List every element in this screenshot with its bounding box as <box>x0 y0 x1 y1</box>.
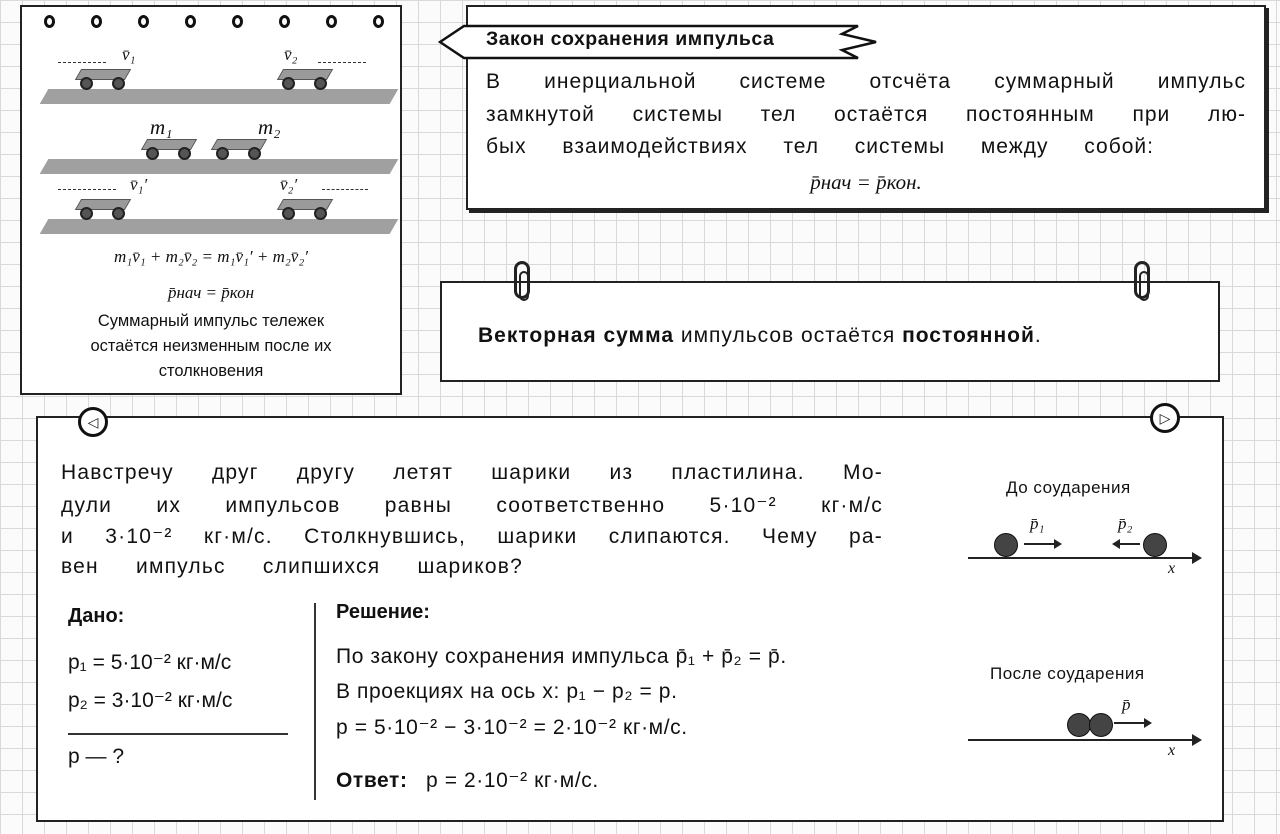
answer-value: p = 2·10⁻² кг·м/с. <box>425 769 599 792</box>
cart-1 <box>70 69 134 93</box>
ring-icon <box>185 15 196 28</box>
cart-1 <box>70 199 134 223</box>
caption-line: Суммарный импульс тележек <box>97 312 325 330</box>
answer-label: Ответ: <box>336 769 408 792</box>
v1-prime-label: v̄₁′ <box>130 175 148 194</box>
note-bold-2: постоянной <box>902 324 1035 347</box>
ball-1 <box>994 533 1018 557</box>
wheel-icon <box>112 77 125 90</box>
unknown-line: p — ? <box>68 745 125 768</box>
cart-2 <box>272 69 336 93</box>
m1-label: m₁ <box>150 115 173 139</box>
given-title: Дано: <box>68 605 125 627</box>
wheel-icon <box>80 207 93 220</box>
paperclip-icon <box>514 261 530 299</box>
given-divider <box>68 733 288 735</box>
before-label: До соударения <box>1006 478 1131 497</box>
p-equation: p̄нач = p̄кон <box>167 283 255 302</box>
p2-label: p̄₂ <box>1118 514 1133 533</box>
p1-arrow <box>1024 543 1060 545</box>
solution-line: p = 5·10⁻² − 3·10⁻² = 2·10⁻² кг·м/с. <box>336 716 688 739</box>
vector-sum-note <box>440 281 1220 382</box>
x-axis-label: x <box>1168 560 1176 577</box>
ring-icon <box>44 15 55 28</box>
column-divider <box>314 603 316 800</box>
p1-label: p̄₁ <box>1030 514 1045 533</box>
wheel-icon <box>216 147 229 160</box>
note-mid: импульсов остаётся <box>674 324 903 347</box>
wheel-icon <box>178 147 191 160</box>
given-line: p₂ = 3·10⁻² кг·м/с <box>68 689 233 712</box>
solution-line: По закону сохранения импульса p̄₁ + p̄₂ = p̄. <box>336 645 787 668</box>
p-arrow <box>1114 722 1150 724</box>
m2-label: m₂ <box>258 115 281 139</box>
velocity-arrow <box>318 62 366 63</box>
note-end: . <box>1034 324 1042 347</box>
caption-line: столкновения <box>158 362 264 380</box>
wheel-icon <box>282 207 295 220</box>
velocity-arrow <box>58 62 106 63</box>
x-axis-label: x <box>1168 742 1176 759</box>
problem-line: и 3·10⁻² кг·м/с. Столкнувшись, шарики слипаются. Чему ра- <box>61 525 883 548</box>
next-icon: ▷ <box>1159 409 1171 426</box>
momentum-equation: m₁v̄₁ + m₂v̄₂ = m₁v̄₁′ + m₂v̄₂′ <box>114 247 308 266</box>
law-title: Закон сохранения импульса <box>486 28 775 50</box>
next-button[interactable] <box>1150 403 1180 433</box>
merged-ball <box>1067 713 1091 737</box>
law-text-line: замкнутой системы тел остаётся постоянным при лю- <box>486 103 1246 126</box>
velocity-arrow <box>58 189 116 190</box>
x-axis-after <box>968 739 1200 741</box>
problem-line: дули их импульсов равны соответственно 5·10⁻² кг·м/с <box>61 494 883 517</box>
x-axis-before <box>968 557 1200 559</box>
prev-button[interactable] <box>78 407 108 437</box>
problem-line: вен импульс слипшихся шариков? <box>61 555 523 578</box>
p-label: p̄ <box>1122 695 1131 714</box>
wheel-icon <box>112 207 125 220</box>
spiral-rings <box>44 15 384 33</box>
wheel-icon <box>146 147 159 160</box>
note-bold-1: Векторная сумма <box>478 324 675 347</box>
after-label: После соударения <box>990 664 1145 683</box>
cart-2 <box>272 199 336 223</box>
ring-icon <box>138 15 149 28</box>
prev-icon: ◁ <box>87 413 99 430</box>
wheel-icon <box>282 77 295 90</box>
cart-collision-panel <box>20 5 402 395</box>
ring-icon <box>279 15 290 28</box>
given-line: p₁ = 5·10⁻² кг·м/с <box>68 651 232 674</box>
note-text <box>478 324 1042 348</box>
problem-line: Навстречу друг другу летят шарики из пластилина. Мо- <box>61 461 883 484</box>
cart-2 <box>206 139 270 163</box>
law-text-line: бых взаимодействиях тел системы между собой: <box>486 135 1154 158</box>
v2-label: v̄₂ <box>284 45 298 64</box>
solution-line: В проекциях на ось x: p₁ − p₂ = p. <box>336 680 678 703</box>
ball-2 <box>1143 533 1167 557</box>
merged-ball <box>1089 713 1113 737</box>
answer-line <box>336 768 599 793</box>
ring-icon <box>91 15 102 28</box>
law-title-tag <box>438 24 908 60</box>
p2-arrow <box>1114 543 1140 545</box>
solution-title: Решение: <box>336 601 430 623</box>
paperclip-icon <box>1134 261 1150 299</box>
wheel-icon <box>314 207 327 220</box>
v2-prime-label: v̄₂′ <box>280 175 298 194</box>
wheel-icon <box>80 77 93 90</box>
ring-icon <box>326 15 337 28</box>
cart-1 <box>136 139 200 163</box>
ring-icon <box>373 15 384 28</box>
wheel-icon <box>314 77 327 90</box>
caption-line: остаётся неизменным после их <box>90 337 332 355</box>
wheel-icon <box>248 147 261 160</box>
law-text-line: В инерциальной системе отсчёта суммарный импульс <box>486 70 1246 93</box>
law-formula: p̄нач = p̄кон. <box>810 170 922 194</box>
velocity-arrow <box>322 189 368 190</box>
v1-label: v̄₁ <box>122 45 136 64</box>
ring-icon <box>232 15 243 28</box>
